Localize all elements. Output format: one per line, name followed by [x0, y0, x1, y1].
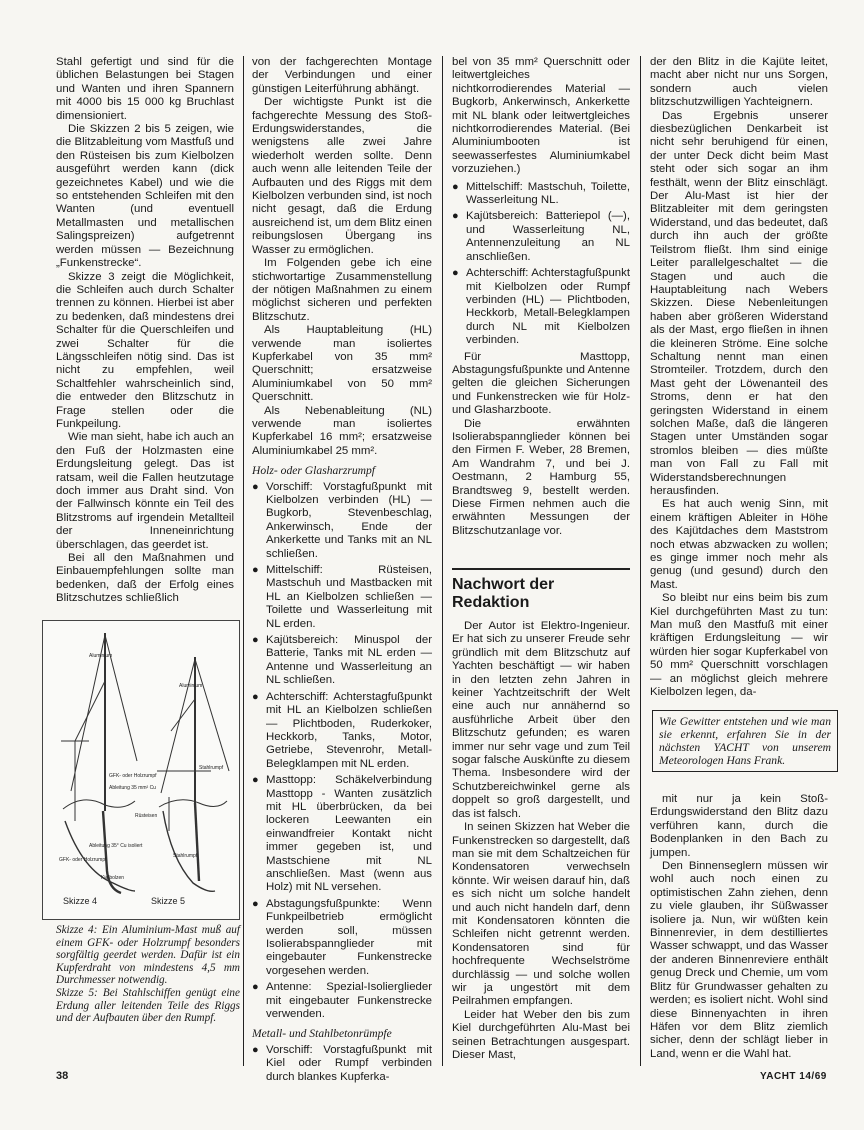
paragraph: In seinen Skizzen hat Weber die Funkenstrecken so dargestellt, daß man sie mit dem Schaltzeichen für Kondensatoren verwechseln könnte. Wir weisen darauf hin, daß es sich nicht um solche handelt und auch nicht handeln darf, denn mit Kondensatoren könnten die Schleifen nicht getrennt werden. Kondensatoren sind für hochfrequente Wechselströme durchlässig — und solche wollen wir ja ungestört mit dem Peilrahmen empfangen. [452, 821, 630, 1008]
bullet-list [452, 181, 630, 348]
article-column-4 [650, 56, 828, 700]
skizze-figure [42, 620, 240, 920]
list-item: ● Vorschiff: Vorstagfußpunkt mit Kielbolzen verbinden (HL) — Bugkorb, Stevenbeschlag, Ankerwinsch, Ende der Ankerkette und Tanks mit an NL schließen. [252, 481, 432, 561]
paragraph: Der wichtigste Punkt ist die fachgerechte Messung des Stoß-Erdungswiderstandes, die wenigstens alle zwei Jahre wiederholt werden sollte. Denn auch wenn alle leitenden Teile der Aufbauten und des Riggs mit dem Kielbolzen verbunden sind, ist noch nicht gesagt, daß die Erdung ausreichend ist, um dem Blitz einen reibungslosen Übergang ins Wasser zu ermöglichen. [252, 96, 432, 256]
paragraph: mit nur ja kein Stoß-Erdungswiderstand den Blitz dazu verführen kann, durch die Bodenplanken in den Bach zu jumpen. [650, 793, 828, 859]
paragraph: Bei all den Maßnahmen und Einbauempfehlungen sollte man bedenken, daß der Erfolg eines Blitzschutzes schließlich [56, 552, 234, 605]
paragraph: Als Hauptableitung (HL) verwende man isoliertes Kupferkabel von 35 mm² Querschnitt; ersatzweise Aluminiumkabel von 50 mm² Querschnitt. [252, 324, 432, 404]
label-ruesteisen: Rüsteisen [135, 813, 158, 819]
paragraph: Für Masttopp, Abstagungsfußpunkte und Antenne gelten die gleichen Sicherungen und Funkenstrecken wie für Holz- und Glasharzboote. [452, 350, 630, 417]
label-skizze-5: Skizze 5 [151, 896, 186, 906]
column-divider [442, 56, 443, 1066]
label-gfk-holz: GFK- oder Holzrumpf [109, 773, 157, 779]
nachwort-text [452, 620, 630, 1062]
magazine-issue: YACHT 14/69 [760, 1071, 827, 1082]
list-item: ● Mittelschiff: Mastschuh, Toilette, Wasserleitung NL. [452, 181, 630, 208]
label-ableitung-35: Ableitung 35 mm² Cu [109, 785, 156, 791]
subheading: Holz- oder Glasharzrumpf [252, 464, 376, 478]
subheading: Metall- und Stahlbetonrümpfe [252, 1027, 392, 1041]
article-column-2 [252, 56, 432, 1087]
bullet-list [252, 1044, 432, 1084]
label-kielbolzen: Kielbolzen [101, 875, 125, 881]
caption-skizze-5: Skizze 5: Bei Stahlschiffen genügt eine Erdung aller leitenden Teile des Riggs und der Aufbauten über den Rumpf. [56, 986, 240, 1025]
paragraph: bel von 35 mm² Querschnitt oder leitwertgleiches nichtkorrodierendes Material — Bugkorb, Ankerwinsch, Ankerkette mit NL blank oder leitwertgleiches nichtkorrodierendes Material. (Bei Aluminiumbooten ist seewasserfestes Aluminiumkabel vorzuziehen.) [452, 56, 630, 176]
label-stahlrumpf-top: Stahlrumpf [199, 765, 224, 771]
list-item: ● Achterschiff: Achterstagfußpunkt mit Kielbolzen oder Rumpf verbinden (HL) — Plichtboden, Heckkorb, Metall-Belegklampen durch NL mit Kielbolzen verbinden. [452, 267, 630, 347]
paragraph: Die Skizzen 2 bis 5 zeigen, wie die Blitzableitung vom Mastfuß und den Rüsteisen bis zum Kielbolzen ausgeführt werden kann (dick gezeichnetes Kabel) und wie die so entstehenden Schleifen mit den Wanten (und eventuell Metallmasten und metallischen Salingspreizen) aufgetrennt werden müssen — Bezeichnung „Funkenstrecke“. [56, 123, 234, 270]
paragraph: Es hat auch wenig Sinn, mit einem kräftigen Ableiter in Höhe des Kajütdaches dem Maststrom noch etwas abzwacken zu wollen; es ginge immer noch mehr als genug (und gesund) durch den Mast. [650, 498, 828, 591]
column-divider [640, 56, 641, 1066]
paragraph: Leider hat Weber den bis zum Kiel durchgeführten Alu-Mast bei seinen Betrachtungen ausgespart. Dieser Mast, [452, 1008, 630, 1061]
bullet-list [252, 481, 432, 1022]
paragraph: Der Autor ist Elektro-Ingenieur. Er hat sich zu unserer Freude sehr gründlich mit dem Blitzschutz auf Yachten beschäftigt — wir haben in den letzten zehn Jahren in keiner Yachtzeitschrift der Welt eine auch nur annähernd so ausführliche Arbeit über den Blitzschutz gefunden; es waren immer nur sehr vage und zum Teil sogar falsche Auskünfte zu diesem Thema. Insbesondere wird der Schutzbereichwinkel gerne als doppelt so groß dargestellt, und das ist falsch. [452, 620, 630, 820]
caption-skizze-4: Skizze 4: Ein Aluminium-Mast muß auf einem GFK- oder Holzrumpf besonders sorgfältig geerdet werden. Dafür ist ein Kupferdraht von mindestens 4,5 mm Durchmesser notwendig. [56, 924, 240, 987]
page-number: 38 [56, 1070, 69, 1082]
list-item: ● Mittelschiff: Rüsteisen, Mastschuh und Mastbacken mit HL an Kielbolzen schließen — Toilette und Wasserleitung mit NL erden. [252, 564, 432, 631]
paragraph: Im Folgenden gebe ich eine stichwortartige Zusammenstellung der nötigen Maßnahmen zu einem möglichst sicheren und perfekten Blitzschutz. [252, 257, 432, 323]
list-item: ● Masttopp: Schäkelverbindung Masttopp - Wanten zusätzlich mit HL überbrücken, da bei lockeren Leewanten ein einwandfreier Kontakt nicht immer gegeben ist, und Mastschiene mit NL anschließen. Mast (wenn aus Holz) mit NL versehen. [252, 774, 432, 895]
label-aluminium-right: Aluminium [179, 683, 203, 689]
column-divider [243, 56, 244, 1066]
article-column-4-continued [650, 793, 828, 1061]
list-item: ● Achterschiff: Achterstagfußpunkt mit HL an Kielbolzen schließen — Plichtboden, Ruderkoker, Heckkorb, Tanks, Motor, Getriebe, Stevenrohr, Metall-Belegklampen mit NL erden. [252, 691, 432, 771]
paragraph: Stahl gefertigt und sind für die üblichen Belastungen bei Stagen und Wanten und ihren Spannern mit 4000 bis 15 000 kg Bruchlast dimensioniert. [56, 56, 234, 122]
paragraph: von der fachgerechten Montage der Verbindungen und einer günstigen Leiterführung abhängt. [252, 56, 432, 95]
list-item: ● Antenne: Spezial-Isolierglieder mit eingebauter Funkenstrecke verwenden. [252, 981, 432, 1021]
section-heading: Nachwort der Redaktion [452, 576, 555, 611]
label-gfk-bottom: GFK- oder Holzrumpf [59, 857, 107, 863]
paragraph: Den Binnenseglern müssen wir wohl auch noch einen zu optimistischen Zahn ziehen, denn zu viele glauben, ihr Süßwasser isoliere ja. Nun, wir wüßten kein Binnenrevier, in dem destilliertes Wasser schwappt, und das Wasser der anderen Binnenreviere enthält genug Dreck und Chemie, um vom Blitz für Grundwasser gehalten zu werden; es isoliert nicht. Wohl sind diese Binnenyachten in ihren Häfen vor dem Blitz ziemlich sicher, denn der schlägt lieber in Land, wenn er die Wahl hat. [650, 860, 828, 1060]
list-item: ● Vorschiff: Vorstagfußpunkt mit Kiel oder Rumpf verbinden durch blankes Kupferka- [252, 1044, 432, 1084]
list-item: ● Kajütsbereich: Batteriepol (—), und Wasserleitung NL, Antennenzuleitung an NL anschließen. [452, 210, 630, 264]
paragraph: So bleibt nur eins beim bis zum Kiel durchgeführten Mast zu tun: Man muß den Mastfuß mit einer kräftigen Erdungsleitung — wir würden hier sogar Kupferkabel von 50 mm² Querschnitt vorschlagen — an möglichst gleich mehrere Kielbolzen legen, da- [650, 592, 828, 699]
article-column-3 [452, 56, 630, 538]
paragraph: Wie man sieht, habe ich auch an den Fuß der Holzmasten eine Erdungsleitung gelegt. Das ist ratsam, weil die Fallen heutzutage doch immer aus Draht sind. Von der Fallwinsch könnte ein Teil des Blitzstroms auf irgendein Metallteil der Inneneinrichtung überschlagen, das geerdet ist. [56, 431, 234, 551]
paragraph: der den Blitz in die Kajüte leitet, macht aber nicht nur uns Sorgen, sondern auch vielen blitzschutzwilligen Yachteignern. [650, 56, 828, 109]
label-stahlrumpf: Stahlrumpf [173, 853, 198, 859]
section-divider [452, 568, 630, 570]
list-item: ● Kajütsbereich: Minuspol der Batterie, Tanks mit NL erden — Antenne und Wasserleitung an NL schließen. [252, 634, 432, 688]
paragraph: Skizze 3 zeigt die Möglichkeit, die Schleifen auch durch Schalter trennen zu können. Hierbei ist aber zu bedenken, daß mindestens drei Schalter für die Querschleifen und zwei Schalter für die Längsschleifen nötig sind. Das ist nicht zu empfehlen, weil Schaltfehler wahrscheinlich sind, die entweder den Blitzschutz in Frage stellen oder die Funkpeilung. [56, 270, 234, 430]
paragraph: Das Ergebnis unserer diesbezüglichen Denkarbeit ist nicht sehr beruhigend für einen, der unter Deck dicht beim Mast steht oder sich sogar an ihm festhält, wenn der Blitz einschlägt. Der Alu-Mast ist hier der Blitzableiter mit dem geringsten Widerstand, und das bedeutet, daß durch ihn auch der größte Teilstrom fließt. Ihm sind einige Leiter parallelgeschaltet — die Stagen und auch die Hauptableitung nach Webers Skizzen. Diese Nebenleitungen haben aber größeren Widerstand als der Mast, ergo fließen in ihnen die kleineren Ströme. Eine solche Schaltung nennt man einen Stromteiler. Trotzdem, durch den Mast geht der Löwenanteil des Stroms, denn er hat den geringsten Widerstand in einem solchen Maße, daß die längeren Stagen unter Umständen sogar stromlos bleiben — dies müßte man von Fall zu Fall mit Widerstandsberechnungen herausfinden. [650, 109, 828, 497]
figure-caption [56, 924, 240, 1025]
label-ableitung-isoliert: Ableitung 35° Cu isoliert [89, 843, 143, 849]
teaser-box: Wie Gewitter entstehen und wie man sie erkennt, erfahren Sie in der nächsten YACHT von unserem Meteorologen Hans Frank. [652, 710, 838, 772]
article-column-1 [56, 56, 234, 606]
paragraph: Als Nebenableitung (NL) verwende man isoliertes Kupferkabel 16 mm²; ersatzweise Aluminiumkabel 25 mm². [252, 404, 432, 457]
nachwort-section [452, 568, 630, 1062]
paragraph: Die erwähnten Isolierabspannglieder können bei den Firmen F. Weber, 28 Bremen, Am Wandrahm 7, und bei J. Oestmann, 2 Hamburg 55, Brandtsweg 9, bestellt werden. Diese Firmen nehmen auch die erwähnten Messungen der Blitzschutzanlage vor. [452, 417, 630, 537]
rigging-diagram [43, 621, 239, 919]
label-skizze-4: Skizze 4 [63, 896, 98, 906]
list-item: ● Abstagungsfußpunkte: Wenn Funkpeilbetrieb ermöglicht werden soll, müssen Isolierabspannglieder mit eingebauter Funkenstrecke vorgesehen werden. [252, 898, 432, 978]
label-aluminium-left: Aluminium [89, 653, 113, 659]
